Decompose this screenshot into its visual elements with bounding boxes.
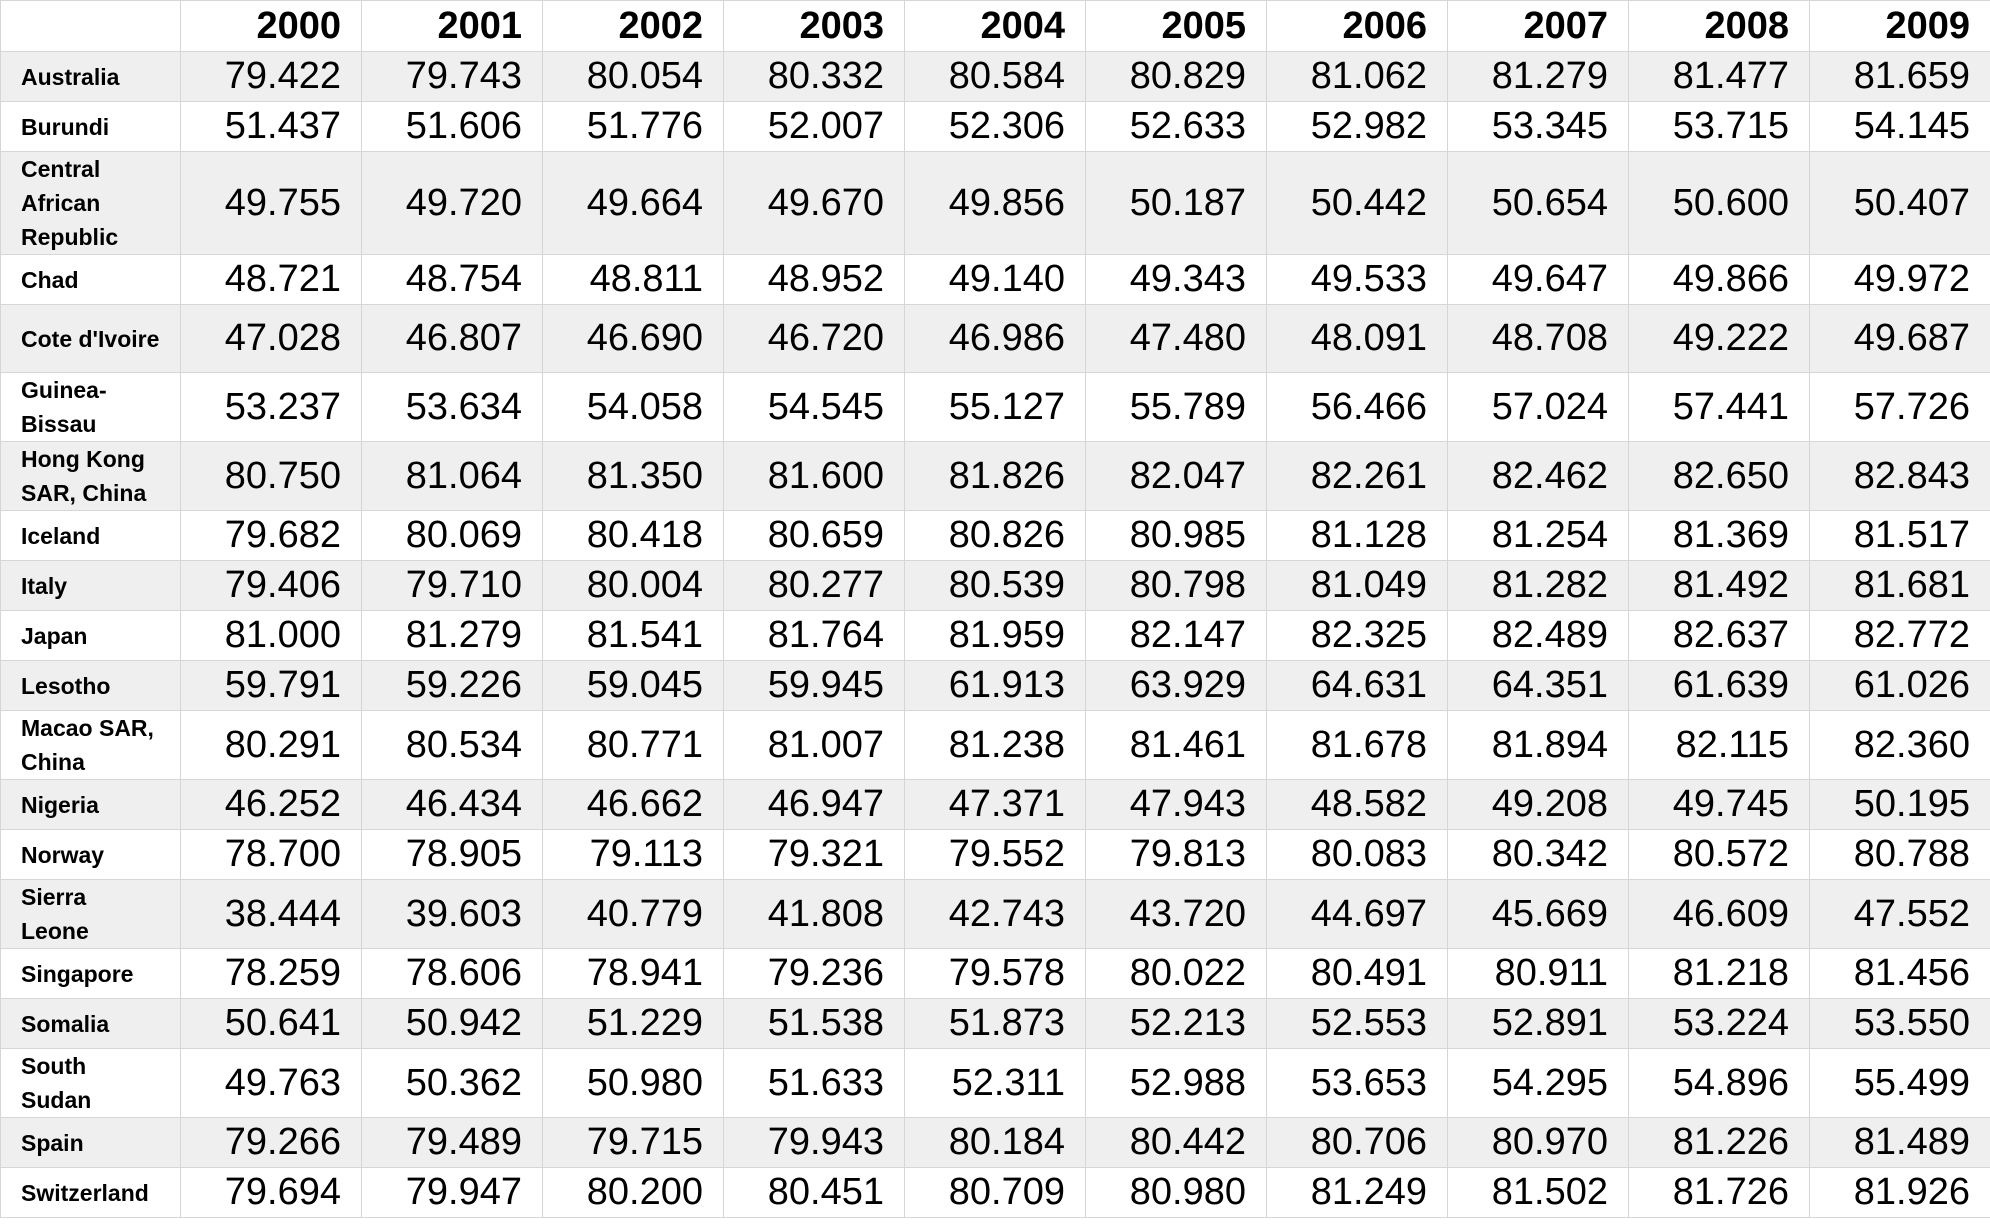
data-cell: 45.669 (1448, 880, 1629, 949)
table-row (1, 611, 1990, 661)
data-cell: 57.726 (1810, 373, 1990, 442)
data-cell: 80.771 (543, 711, 724, 780)
data-cell: 49.533 (1267, 255, 1448, 305)
data-cell: 48.582 (1267, 780, 1448, 830)
data-cell: 82.843 (1810, 442, 1990, 511)
data-cell: 46.690 (543, 305, 724, 373)
data-cell: 81.502 (1448, 1168, 1629, 1218)
data-cell: 43.720 (1086, 880, 1267, 949)
column-header-2002: 2002 (543, 1, 724, 52)
row-label: Spain (1, 1118, 181, 1168)
data-cell: 80.332 (724, 52, 905, 102)
data-cell: 48.952 (724, 255, 905, 305)
data-cell: 49.208 (1448, 780, 1629, 830)
data-cell: 81.238 (905, 711, 1086, 780)
table-body (1, 52, 1990, 1218)
data-cell: 59.945 (724, 661, 905, 711)
data-cell: 81.218 (1629, 949, 1810, 999)
data-cell: 52.982 (1267, 102, 1448, 152)
data-cell: 80.539 (905, 561, 1086, 611)
data-cell: 81.678 (1267, 711, 1448, 780)
data-cell: 57.441 (1629, 373, 1810, 442)
table-row (1, 830, 1990, 880)
data-cell: 80.911 (1448, 949, 1629, 999)
data-cell: 79.682 (181, 511, 362, 561)
data-cell: 81.681 (1810, 561, 1990, 611)
data-cell: 47.943 (1086, 780, 1267, 830)
table-row (1, 661, 1990, 711)
data-cell: 39.603 (362, 880, 543, 949)
data-cell: 80.985 (1086, 511, 1267, 561)
data-cell: 47.371 (905, 780, 1086, 830)
data-cell: 81.064 (362, 442, 543, 511)
column-header-2007: 2007 (1448, 1, 1629, 52)
data-cell: 80.798 (1086, 561, 1267, 611)
row-label: Central African Republic (1, 152, 181, 255)
column-header-2000: 2000 (181, 1, 362, 52)
data-cell: 78.941 (543, 949, 724, 999)
table-row (1, 152, 1990, 255)
data-cell: 46.252 (181, 780, 362, 830)
data-cell: 80.291 (181, 711, 362, 780)
row-label: Hong Kong SAR, China (1, 442, 181, 511)
table-row (1, 255, 1990, 305)
data-cell: 81.959 (905, 611, 1086, 661)
row-label: Burundi (1, 102, 181, 152)
data-cell: 48.811 (543, 255, 724, 305)
data-cell: 40.779 (543, 880, 724, 949)
data-cell: 50.195 (1810, 780, 1990, 830)
data-cell: 82.115 (1629, 711, 1810, 780)
data-cell: 79.422 (181, 52, 362, 102)
data-cell: 50.641 (181, 999, 362, 1049)
row-label: Lesotho (1, 661, 181, 711)
data-cell: 49.222 (1629, 305, 1810, 373)
data-cell: 80.572 (1629, 830, 1810, 880)
data-cell: 82.772 (1810, 611, 1990, 661)
data-cell: 81.477 (1629, 52, 1810, 102)
table-row (1, 949, 1990, 999)
data-cell: 52.213 (1086, 999, 1267, 1049)
column-header-2004: 2004 (905, 1, 1086, 52)
data-cell: 80.491 (1267, 949, 1448, 999)
data-cell: 42.743 (905, 880, 1086, 949)
row-label: Iceland (1, 511, 181, 561)
data-cell: 82.047 (1086, 442, 1267, 511)
data-cell: 54.545 (724, 373, 905, 442)
data-cell: 79.694 (181, 1168, 362, 1218)
data-cell: 53.550 (1810, 999, 1990, 1049)
data-cell: 51.229 (543, 999, 724, 1049)
data-cell: 81.600 (724, 442, 905, 511)
data-cell: 79.743 (362, 52, 543, 102)
data-cell: 46.807 (362, 305, 543, 373)
data-cell: 79.710 (362, 561, 543, 611)
data-cell: 53.237 (181, 373, 362, 442)
data-cell: 80.706 (1267, 1118, 1448, 1168)
data-cell: 79.578 (905, 949, 1086, 999)
table-row (1, 780, 1990, 830)
data-cell: 52.633 (1086, 102, 1267, 152)
data-cell: 50.187 (1086, 152, 1267, 255)
data-cell: 80.069 (362, 511, 543, 561)
data-cell: 52.306 (905, 102, 1086, 152)
data-cell: 81.282 (1448, 561, 1629, 611)
table-row (1, 511, 1990, 561)
data-cell: 80.980 (1086, 1168, 1267, 1218)
data-cell: 80.083 (1267, 830, 1448, 880)
data-cell: 79.813 (1086, 830, 1267, 880)
data-cell: 80.022 (1086, 949, 1267, 999)
data-cell: 82.325 (1267, 611, 1448, 661)
data-cell: 81.226 (1629, 1118, 1810, 1168)
data-cell: 79.489 (362, 1118, 543, 1168)
data-cell: 82.489 (1448, 611, 1629, 661)
data-cell: 51.776 (543, 102, 724, 152)
data-cell: 78.700 (181, 830, 362, 880)
data-cell: 81.369 (1629, 511, 1810, 561)
data-cell: 81.049 (1267, 561, 1448, 611)
row-label: Japan (1, 611, 181, 661)
data-cell: 78.905 (362, 830, 543, 880)
data-cell: 50.442 (1267, 152, 1448, 255)
table-row (1, 1049, 1990, 1118)
data-cell: 52.311 (905, 1049, 1086, 1118)
data-cell: 82.462 (1448, 442, 1629, 511)
data-cell: 57.024 (1448, 373, 1629, 442)
row-label: Singapore (1, 949, 181, 999)
data-cell: 80.277 (724, 561, 905, 611)
data-cell: 59.045 (543, 661, 724, 711)
data-cell: 80.584 (905, 52, 1086, 102)
data-cell: 81.489 (1810, 1118, 1990, 1168)
data-cell: 80.788 (1810, 830, 1990, 880)
data-cell: 79.266 (181, 1118, 362, 1168)
data-cell: 38.444 (181, 880, 362, 949)
data-cell: 54.145 (1810, 102, 1990, 152)
data-cell: 82.637 (1629, 611, 1810, 661)
data-cell: 79.715 (543, 1118, 724, 1168)
data-cell: 79.406 (181, 561, 362, 611)
data-cell: 80.534 (362, 711, 543, 780)
data-cell: 81.007 (724, 711, 905, 780)
data-cell: 81.254 (1448, 511, 1629, 561)
data-cell: 47.480 (1086, 305, 1267, 373)
data-cell: 79.236 (724, 949, 905, 999)
data-cell: 81.279 (362, 611, 543, 661)
table-row (1, 880, 1990, 949)
data-cell: 81.659 (1810, 52, 1990, 102)
data-cell: 52.891 (1448, 999, 1629, 1049)
data-cell: 52.988 (1086, 1049, 1267, 1118)
data-cell: 47.552 (1810, 880, 1990, 949)
data-cell: 78.259 (181, 949, 362, 999)
data-cell: 48.091 (1267, 305, 1448, 373)
data-cell: 64.631 (1267, 661, 1448, 711)
data-cell: 51.437 (181, 102, 362, 152)
data-cell: 81.894 (1448, 711, 1629, 780)
data-cell: 79.943 (724, 1118, 905, 1168)
data-cell: 49.664 (543, 152, 724, 255)
data-cell: 56.466 (1267, 373, 1448, 442)
data-cell: 47.028 (181, 305, 362, 373)
table-row (1, 1118, 1990, 1168)
data-cell: 49.755 (181, 152, 362, 255)
data-cell: 80.659 (724, 511, 905, 561)
data-cell: 79.113 (543, 830, 724, 880)
data-cell: 53.224 (1629, 999, 1810, 1049)
data-cell: 81.764 (724, 611, 905, 661)
column-header-2009: 2009 (1810, 1, 1990, 52)
data-cell: 46.720 (724, 305, 905, 373)
data-cell: 80.829 (1086, 52, 1267, 102)
data-cell: 53.634 (362, 373, 543, 442)
data-cell: 51.633 (724, 1049, 905, 1118)
data-cell: 81.541 (543, 611, 724, 661)
data-cell: 81.350 (543, 442, 724, 511)
data-cell: 63.929 (1086, 661, 1267, 711)
data-cell: 81.492 (1629, 561, 1810, 611)
data-cell: 54.896 (1629, 1049, 1810, 1118)
corner-cell (1, 1, 181, 52)
row-label: Guinea-Bissau (1, 373, 181, 442)
data-cell: 80.709 (905, 1168, 1086, 1218)
column-header-2006: 2006 (1267, 1, 1448, 52)
data-cell: 79.947 (362, 1168, 543, 1218)
data-cell: 46.986 (905, 305, 1086, 373)
row-label: Cote d'Ivoire (1, 305, 181, 373)
data-cell: 55.127 (905, 373, 1086, 442)
data-cell: 80.200 (543, 1168, 724, 1218)
table-row (1, 561, 1990, 611)
data-cell: 49.140 (905, 255, 1086, 305)
row-label: Sierra Leone (1, 880, 181, 949)
data-cell: 81.062 (1267, 52, 1448, 102)
data-cell: 50.980 (543, 1049, 724, 1118)
data-cell: 64.351 (1448, 661, 1629, 711)
data-cell: 50.942 (362, 999, 543, 1049)
data-cell: 80.004 (543, 561, 724, 611)
data-cell: 54.295 (1448, 1049, 1629, 1118)
data-cell: 52.553 (1267, 999, 1448, 1049)
data-cell: 46.434 (362, 780, 543, 830)
data-cell: 80.451 (724, 1168, 905, 1218)
column-header-2001: 2001 (362, 1, 543, 52)
data-cell: 80.418 (543, 511, 724, 561)
data-cell: 49.647 (1448, 255, 1629, 305)
data-cell: 81.826 (905, 442, 1086, 511)
data-cell: 49.856 (905, 152, 1086, 255)
row-label: Italy (1, 561, 181, 611)
data-cell: 49.763 (181, 1049, 362, 1118)
data-cell: 54.058 (543, 373, 724, 442)
data-cell: 51.873 (905, 999, 1086, 1049)
row-label: Macao SAR, China (1, 711, 181, 780)
data-cell: 81.461 (1086, 711, 1267, 780)
data-cell: 41.808 (724, 880, 905, 949)
data-cell: 48.721 (181, 255, 362, 305)
data-cell: 80.342 (1448, 830, 1629, 880)
table-row (1, 442, 1990, 511)
data-cell: 46.662 (543, 780, 724, 830)
data-cell: 49.343 (1086, 255, 1267, 305)
data-cell: 55.499 (1810, 1049, 1990, 1118)
row-label: South Sudan (1, 1049, 181, 1118)
data-cell: 82.360 (1810, 711, 1990, 780)
data-cell: 81.128 (1267, 511, 1448, 561)
data-cell: 81.926 (1810, 1168, 1990, 1218)
data-cell: 53.715 (1629, 102, 1810, 152)
row-label: Chad (1, 255, 181, 305)
data-cell: 48.708 (1448, 305, 1629, 373)
row-label: Nigeria (1, 780, 181, 830)
row-label: Norway (1, 830, 181, 880)
row-label: Switzerland (1, 1168, 181, 1218)
data-cell: 53.345 (1448, 102, 1629, 152)
data-cell: 48.754 (362, 255, 543, 305)
data-cell: 80.750 (181, 442, 362, 511)
data-cell: 51.606 (362, 102, 543, 152)
data-cell: 81.279 (1448, 52, 1629, 102)
table-row (1, 52, 1990, 102)
table-row (1, 711, 1990, 780)
data-cell: 50.407 (1810, 152, 1990, 255)
row-label: Somalia (1, 999, 181, 1049)
data-cell: 49.687 (1810, 305, 1990, 373)
table-row (1, 102, 1990, 152)
data-cell: 50.362 (362, 1049, 543, 1118)
data-cell: 46.947 (724, 780, 905, 830)
data-cell: 51.538 (724, 999, 905, 1049)
column-header-2003: 2003 (724, 1, 905, 52)
data-cell: 80.826 (905, 511, 1086, 561)
data-cell: 53.653 (1267, 1049, 1448, 1118)
column-header-2005: 2005 (1086, 1, 1267, 52)
data-cell: 49.745 (1629, 780, 1810, 830)
data-cell: 82.650 (1629, 442, 1810, 511)
data-cell: 79.552 (905, 830, 1086, 880)
data-cell: 49.720 (362, 152, 543, 255)
data-cell: 49.866 (1629, 255, 1810, 305)
header-row (1, 1, 1990, 52)
table-row (1, 999, 1990, 1049)
data-cell: 49.972 (1810, 255, 1990, 305)
data-cell: 59.226 (362, 661, 543, 711)
data-cell: 46.609 (1629, 880, 1810, 949)
data-cell: 80.184 (905, 1118, 1086, 1168)
data-cell: 79.321 (724, 830, 905, 880)
data-cell: 61.026 (1810, 661, 1990, 711)
data-cell: 61.639 (1629, 661, 1810, 711)
data-cell: 80.970 (1448, 1118, 1629, 1168)
table-row (1, 305, 1990, 373)
data-cell: 55.789 (1086, 373, 1267, 442)
data-cell: 81.249 (1267, 1168, 1448, 1218)
data-cell: 80.442 (1086, 1118, 1267, 1168)
table-row (1, 373, 1990, 442)
data-cell: 81.726 (1629, 1168, 1810, 1218)
data-cell: 44.697 (1267, 880, 1448, 949)
table-row (1, 1168, 1990, 1218)
data-cell: 82.261 (1267, 442, 1448, 511)
data-cell: 81.000 (181, 611, 362, 661)
data-cell: 81.517 (1810, 511, 1990, 561)
data-cell: 49.670 (724, 152, 905, 255)
data-cell: 61.913 (905, 661, 1086, 711)
data-cell: 50.600 (1629, 152, 1810, 255)
data-cell: 81.456 (1810, 949, 1990, 999)
row-label: Australia (1, 52, 181, 102)
data-cell: 59.791 (181, 661, 362, 711)
data-cell: 78.606 (362, 949, 543, 999)
data-cell: 50.654 (1448, 152, 1629, 255)
data-cell: 80.054 (543, 52, 724, 102)
data-cell: 82.147 (1086, 611, 1267, 661)
column-header-2008: 2008 (1629, 1, 1810, 52)
data-cell: 52.007 (724, 102, 905, 152)
